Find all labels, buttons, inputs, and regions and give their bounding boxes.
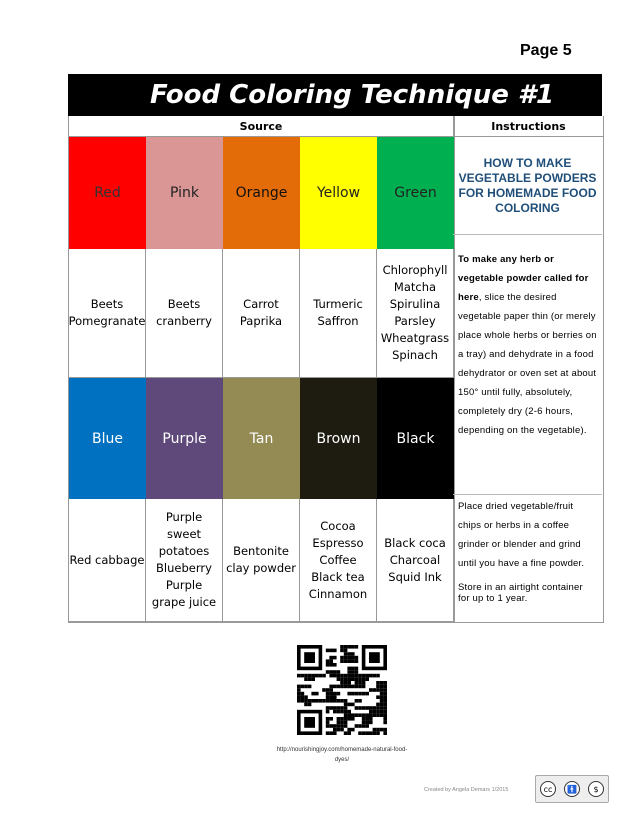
food-source-list bbox=[309, 518, 367, 603]
page-title: Food Coloring Technique #1 bbox=[68, 74, 602, 116]
food-source-item: Paprika bbox=[239, 314, 283, 328]
color-swatch-orange: Orange bbox=[223, 137, 300, 249]
food-source-list bbox=[226, 543, 296, 577]
food-source-item: Parsley bbox=[394, 314, 436, 328]
food-source-cell bbox=[69, 499, 146, 622]
food-source-item: Spinach bbox=[392, 348, 438, 362]
instructions-para1-rest: , slice the desired vegetable paper thin (or merely place whole herbs or berries on a tray) and dehydrate in a food dehydrator or oven set at about 150° until fully, absolutely, completely dry (2-6 hours, depending on the vegetable). bbox=[458, 292, 597, 436]
food-source-item: Beets bbox=[167, 297, 201, 311]
food-source-item: Espresso bbox=[312, 535, 364, 550]
food-source-list bbox=[70, 552, 145, 569]
food-source-cell bbox=[223, 249, 300, 378]
instructions-paragraph-3: Store in an airtight container for up to 1 year. bbox=[458, 582, 583, 604]
color-swatch-black: Black bbox=[377, 378, 454, 499]
color-swatch-yellow: Yellow bbox=[300, 137, 377, 249]
food-source-item: sweet bbox=[166, 527, 202, 541]
food-source-item: potatoes bbox=[158, 544, 210, 558]
source-header: Source bbox=[69, 116, 454, 137]
instructions-heading: HOW TO MAKE VEGETABLE POWDERS FOR HOMEMADE FOOD COLORING bbox=[453, 137, 602, 235]
food-source-item: Purple bbox=[165, 578, 203, 592]
food-source-item: clay powder bbox=[226, 561, 296, 575]
food-source-item: Squid Ink bbox=[388, 569, 442, 584]
food-source-item: Spirulina bbox=[389, 297, 441, 311]
food-source-item: Carrot bbox=[243, 297, 279, 311]
color-swatch-tan: Tan bbox=[223, 378, 300, 499]
food-source-cell bbox=[223, 499, 300, 622]
food-source-item: Bentonite bbox=[233, 544, 289, 558]
color-swatch-green: Green bbox=[377, 137, 454, 249]
attribution-icon: 🚹 bbox=[564, 781, 580, 797]
food-source-item: Cocoa bbox=[320, 518, 356, 533]
color-swatch-brown: Brown bbox=[300, 378, 377, 499]
color-swatch-pink: Pink bbox=[146, 137, 223, 249]
qr-code-image[interactable] bbox=[297, 645, 387, 735]
food-source-list bbox=[240, 296, 282, 330]
food-source-list bbox=[156, 296, 212, 330]
page-number: Page 5 bbox=[520, 42, 572, 59]
cc-icon: cc bbox=[540, 781, 556, 797]
food-source-item: cranberry bbox=[156, 314, 212, 328]
food-source-cell bbox=[146, 499, 223, 622]
food-source-cell bbox=[69, 249, 146, 378]
credit-text: Created by Angela Demars 1/2015 bbox=[424, 787, 509, 793]
food-source-item: Matcha bbox=[393, 280, 437, 294]
food-source-item: Blueberry bbox=[156, 561, 212, 575]
food-source-item: Wheatgrass bbox=[380, 331, 450, 345]
food-source-cell bbox=[377, 249, 454, 378]
food-source-item: Purple bbox=[165, 510, 203, 524]
food-source-list bbox=[69, 296, 146, 330]
food-source-item: Black tea bbox=[311, 569, 365, 584]
food-source-cell bbox=[146, 249, 223, 378]
noncommercial-icon: $ bbox=[588, 781, 604, 797]
food-source-list bbox=[384, 535, 446, 586]
food-source-item: Charcoal bbox=[389, 552, 441, 567]
food-source-item: Saffron bbox=[317, 314, 359, 328]
food-source-item: Cinnamon bbox=[308, 586, 368, 601]
food-source-cell bbox=[300, 499, 377, 622]
food-source-item: Black coca bbox=[384, 535, 446, 550]
instructions-paragraph-1 bbox=[453, 250, 602, 436]
food-source-item: Pomegranate bbox=[68, 314, 146, 328]
color-swatch-red: Red bbox=[69, 137, 146, 249]
instructions-paragraph-2: Place dried vegetable/fruit chips or herbs in a coffee grinder or blender and grind until you have a fine powder. bbox=[453, 494, 602, 576]
instructions-para1-bold: To make any herb or vegetable powder called for here bbox=[458, 254, 589, 303]
food-source-item: grape juice bbox=[151, 595, 217, 609]
food-source-item: Red cabbage bbox=[69, 552, 145, 567]
food-source-item: Coffee bbox=[319, 552, 357, 567]
food-source-item: Turmeric bbox=[313, 297, 363, 311]
color-swatch-blue: Blue bbox=[69, 378, 146, 499]
food-source-item: Chlorophyll bbox=[382, 263, 448, 277]
food-source-cell bbox=[300, 249, 377, 378]
food-source-list bbox=[152, 509, 216, 611]
creative-commons-badge bbox=[535, 775, 609, 803]
color-swatch-purple: Purple bbox=[146, 378, 223, 499]
instructions-header: Instructions bbox=[454, 116, 603, 137]
food-source-cell bbox=[377, 499, 454, 622]
qr-url-text: http://nourishingjoy.com/homemade-natural-food-dyes/ bbox=[276, 747, 408, 763]
food-source-list bbox=[381, 262, 449, 364]
food-source-list bbox=[313, 296, 363, 330]
food-source-item: Beets bbox=[90, 297, 124, 311]
